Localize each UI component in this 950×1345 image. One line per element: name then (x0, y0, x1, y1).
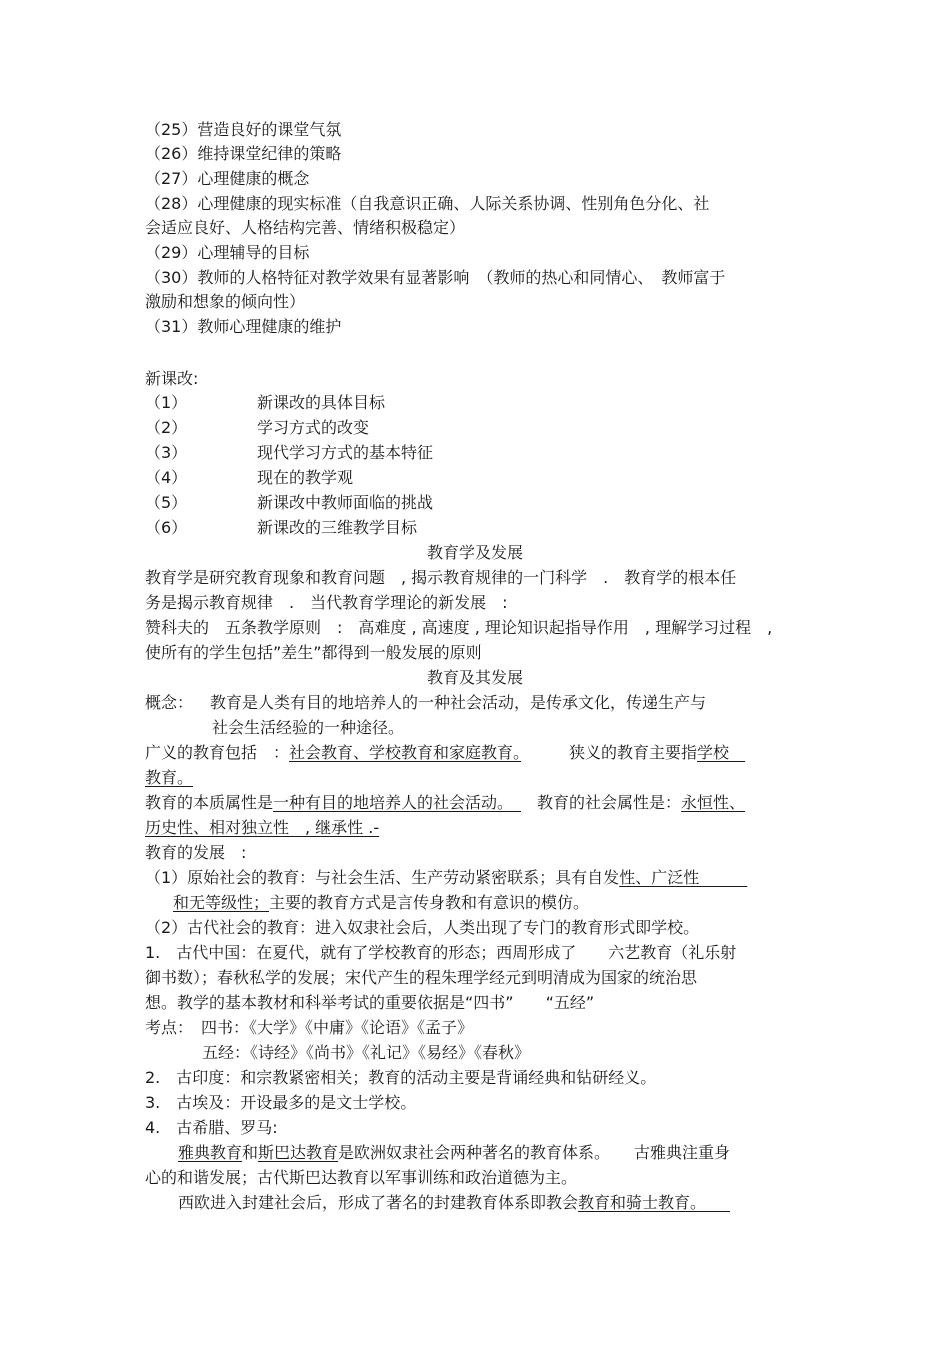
underlined-text: 社会教育、学校教育和家庭教育。 (289, 743, 522, 762)
text-span: 和 (242, 1143, 259, 1162)
concept-text: 教育是人类有目的地培养人的一种社会活动，是传承文化，传递生产与 (210, 693, 707, 712)
list-item (145, 441, 433, 465)
item-number: （3） (145, 443, 188, 462)
underlined-text: 教育。 (145, 768, 194, 787)
text-span: （1）原始社会的教育：与社会生活、生产劳动紧密联系；具有自发 (145, 868, 620, 887)
underlined-text: 永恒性、 (681, 793, 746, 812)
underlined-text: 雅典教育 (178, 1143, 243, 1162)
paragraph-line (178, 1141, 730, 1165)
paragraph-line: （2）古代社会的教育：进入奴隶社会后，人类出现了专门的教育形式即学校。 (145, 918, 700, 937)
paragraph-line: 使所有的学生包括”差生”都得到一般发展的原则 (145, 643, 482, 662)
paragraph-line: 1. 古代中国：在夏代，就有了学校教育的形态；西周形成了 六艺教育（礼乐射 (145, 943, 737, 962)
list-item: （30）教师的人格特征对教学效果有显著影响 （教师的热心和同情心、 教师富于 (145, 268, 726, 287)
text-span: 教育的社会属性是： (521, 793, 682, 812)
text-span: 是欧洲奴隶社会两种著名的教育体系。 古雅典注重身 (338, 1143, 731, 1162)
list-item (145, 516, 417, 540)
paragraph-line: 2. 古印度：和宗教紧密相关；教育的活动主要是背诵经典和钻研经义。 (145, 1068, 657, 1087)
text-span: 教育的本质属性是 (145, 793, 274, 812)
paragraph-line: 务是揭示教育规律 . 当代教育学理论的新发展 : (145, 593, 508, 612)
item-text: 现代学习方式的基本特征 (257, 443, 434, 462)
item-number: （6） (145, 518, 188, 537)
underlined-text: 性、广泛性 (619, 868, 748, 887)
paragraph-line: 五经：《诗经》《尚书》《礼记》《易经》《春秋》 (202, 1043, 531, 1062)
paragraph-line: 赞科夫的 五条教学原则 : 高难度 , 高速度 , 理论知识起指导作用 , 理解学习过程 , (145, 618, 773, 637)
list-item: （29）心理辅导的目标 (145, 243, 310, 262)
list-item (145, 391, 385, 415)
paragraph-line (145, 766, 193, 790)
section-heading: 教育及其发展 (426, 668, 523, 687)
item-number: （5） (145, 493, 188, 512)
paragraph-line: 教育学是研究教育现象和教育问题 , 揭示教育规律的一门科学 . 教育学的根本任 (145, 568, 737, 587)
item-text: 新课改的具体目标 (257, 393, 386, 412)
concept-line: 社会生活经验的一种途径。 (212, 718, 405, 737)
list-item (145, 416, 369, 440)
list-item: （26）维持课堂纪律的策略 (145, 144, 342, 163)
paragraph-line (178, 1191, 730, 1215)
paragraph-line (173, 891, 589, 915)
list-item-continuation: 会适应良好、人格结构完善、情绪积极稳定） (145, 218, 466, 237)
paragraph-line (145, 741, 745, 765)
paragraph-line (145, 791, 745, 815)
section-heading: 教育学及发展 (426, 543, 523, 562)
underlined-text: 学校 (697, 743, 746, 762)
section-title: 新课改: (145, 369, 199, 388)
paragraph-line: 4. 古希腊、罗马: (145, 1118, 278, 1137)
paragraph-line (145, 866, 747, 890)
item-number: （1） (145, 393, 188, 412)
item-number: （4） (145, 468, 188, 487)
item-number: （2） (145, 418, 188, 437)
underlined-text: 历史性、相对独立性 , 继承性 .- (145, 818, 380, 837)
underlined-text: 和无等级性； (173, 893, 270, 912)
underlined-text: 斯巴达教育 (258, 1143, 339, 1162)
list-item (145, 466, 353, 490)
paragraph-line: 想。教学的基本教材和科举考试的重要依据是“四书” “五经” (145, 993, 595, 1012)
item-text: 新课改中教师面临的挑战 (257, 493, 434, 512)
list-item: （31）教师心理健康的维护 (145, 317, 342, 336)
paragraph-line: 御书数）；春秋私学的发展；宋代产生的程朱理学经元到明清成为国家的统治思 (145, 968, 698, 987)
item-text: 学习方式的改变 (257, 418, 370, 437)
text-span: 主要的教育方式是言传身教和有意识的模仿。 (269, 893, 590, 912)
list-item-continuation: 激励和想象的倾向性） (145, 292, 306, 311)
item-text: 新课改的三维教学目标 (257, 518, 418, 537)
concept-label: 概念： (145, 693, 194, 712)
text-span: 西欧进入封建社会后，形成了著名的封建教育体系即教会 (178, 1193, 579, 1212)
item-text: 现在的教学观 (257, 468, 354, 487)
paragraph-line: 考点： 四书：《大学》《中庸》《论语》《孟子》 (145, 1018, 474, 1037)
paragraph-line: 教育的发展 : (145, 843, 247, 862)
paragraph-line (145, 816, 379, 840)
underlined-text: 教育和骑士教育。 (578, 1193, 731, 1212)
text-span: 狭义的教育主要指 (521, 743, 698, 762)
concept-line (145, 691, 706, 715)
list-item: （25）营造良好的课堂气氛 (145, 120, 342, 139)
list-item: （28）心理健康的现实标准（自我意识正确、人际关系协调、性别角色分化、社 (145, 194, 710, 213)
text-span: 广义的教育包括 ： (145, 743, 290, 762)
paragraph-line: 心的和谐发展；古代斯巴达教育以军事训练和政治道德为主。 (145, 1168, 578, 1187)
underlined-text: 一种有目的地培养人的社会活动。 (273, 793, 522, 812)
list-item: （27）心理健康的概念 (145, 169, 310, 188)
list-item (145, 491, 433, 515)
paragraph-line: 3. 古埃及：开设最多的是文士学校。 (145, 1093, 417, 1112)
